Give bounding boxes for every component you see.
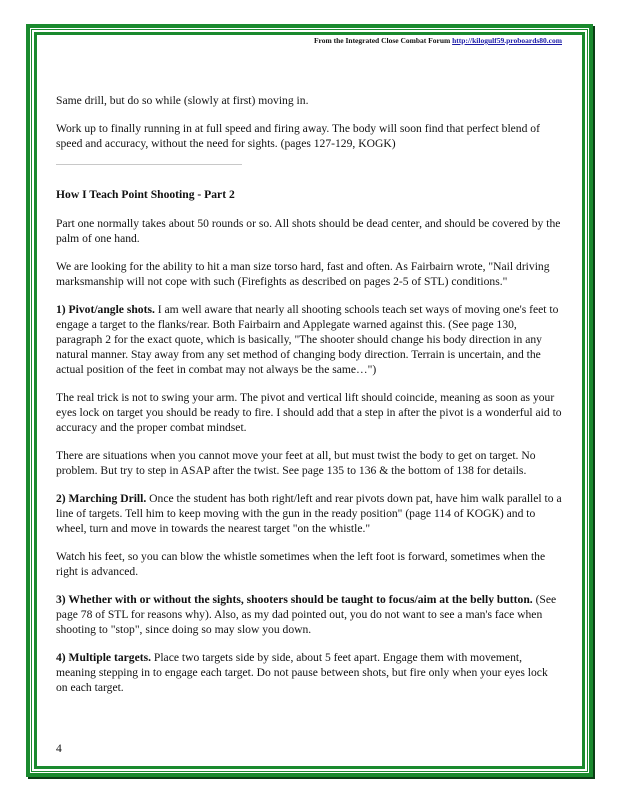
item-text: I am well aware that nearly all shooting schools teach set ways of moving one's feet to engage a target to the flanks/rear. Both Fairbairn and Applegate warned against this. (See page 130, paragraph 2 for the exact quote, which is basically, "The shooter should change his body direction in any natural manner. Stay away from any set method of changing body direction. Terrain is uncertain, and the actual position of the feet in combat may not always be the same…") xyxy=(56,303,559,376)
forum-link[interactable]: http://kilogulf59.proboards80.com xyxy=(452,36,562,45)
item-text: Place two targets side by side, about 5 feet apart. Engage them with movement, meaning stepping in to engage each target. Do not pause between shots, but fire only when your eyes lock on each target. xyxy=(56,651,548,694)
item-text: Once the student has both right/left and rear pivots down pat, have him walk parallel to a line of targets. Tell him to keep moving with the gun in the ready position" (page 114 of KOGK) and to wheel, turn and move in towards the nearest target "on the whistle." xyxy=(56,492,562,535)
paragraph xyxy=(56,650,562,695)
header-source-text: From the Integrated Close Combat Forum xyxy=(313,36,453,45)
paragraph xyxy=(56,491,562,536)
page-number: 4 xyxy=(56,742,62,755)
paragraph xyxy=(56,592,562,637)
section-heading: How I Teach Point Shooting - Part 2 xyxy=(56,188,235,201)
paragraph: Work up to finally running in at full speed and firing away. The body will soon find that perfect blend of speed and accuracy, without the need for sights. (pages 127-129, KOGK) xyxy=(56,122,540,150)
item-title: 3) Whether with or without the sights, shooters should be taught to focus/aim at the belly button. xyxy=(56,593,533,606)
paragraph: Watch his feet, so you can blow the whistle sometimes when the left foot is forward, sometimes when the right is advanced. xyxy=(56,550,546,578)
page-header xyxy=(56,36,562,46)
paragraph: Same drill, but do so while (slowly at first) moving in. xyxy=(56,94,309,107)
page-content xyxy=(56,36,562,708)
paragraph: There are situations when you cannot move your feet at all, but must twist the body to get on target. No problem. But try to step in ASAP after the twist. See page 135 to 136 & the bottom of 138 for details. xyxy=(56,449,536,477)
paragraph: We are looking for the ability to hit a man size torso hard, fast and often. As Fairbairn wrote, "Nail driving marksmanship will not cope with such (Firefights as described on pages 2-5 of STL) conditions." xyxy=(56,260,550,288)
item-title: 1) Pivot/angle shots. xyxy=(56,303,155,316)
paragraph xyxy=(56,302,562,377)
paragraph: The real trick is not to swing your arm. The pivot and vertical lift should coincide, meaning as soon as your eyes lock on target you should be ready to fire. I should add that a step in after the pivot is a wonderful aid to accuracy and the proper combat mindset. xyxy=(56,391,562,434)
item-title: 4) Multiple targets. xyxy=(56,651,151,664)
item-title: 2) Marching Drill. xyxy=(56,492,147,505)
item-text: (See page 78 of STL for reasons why). Also, as my dad pointed out, you do not want to see a man's face when shooting to "stop", since doing so may slow you down. xyxy=(56,593,557,636)
section-divider xyxy=(56,164,242,165)
paragraph: Part one normally takes about 50 rounds or so. All shots should be dead center, and should be covered by the palm of one hand. xyxy=(56,217,561,245)
